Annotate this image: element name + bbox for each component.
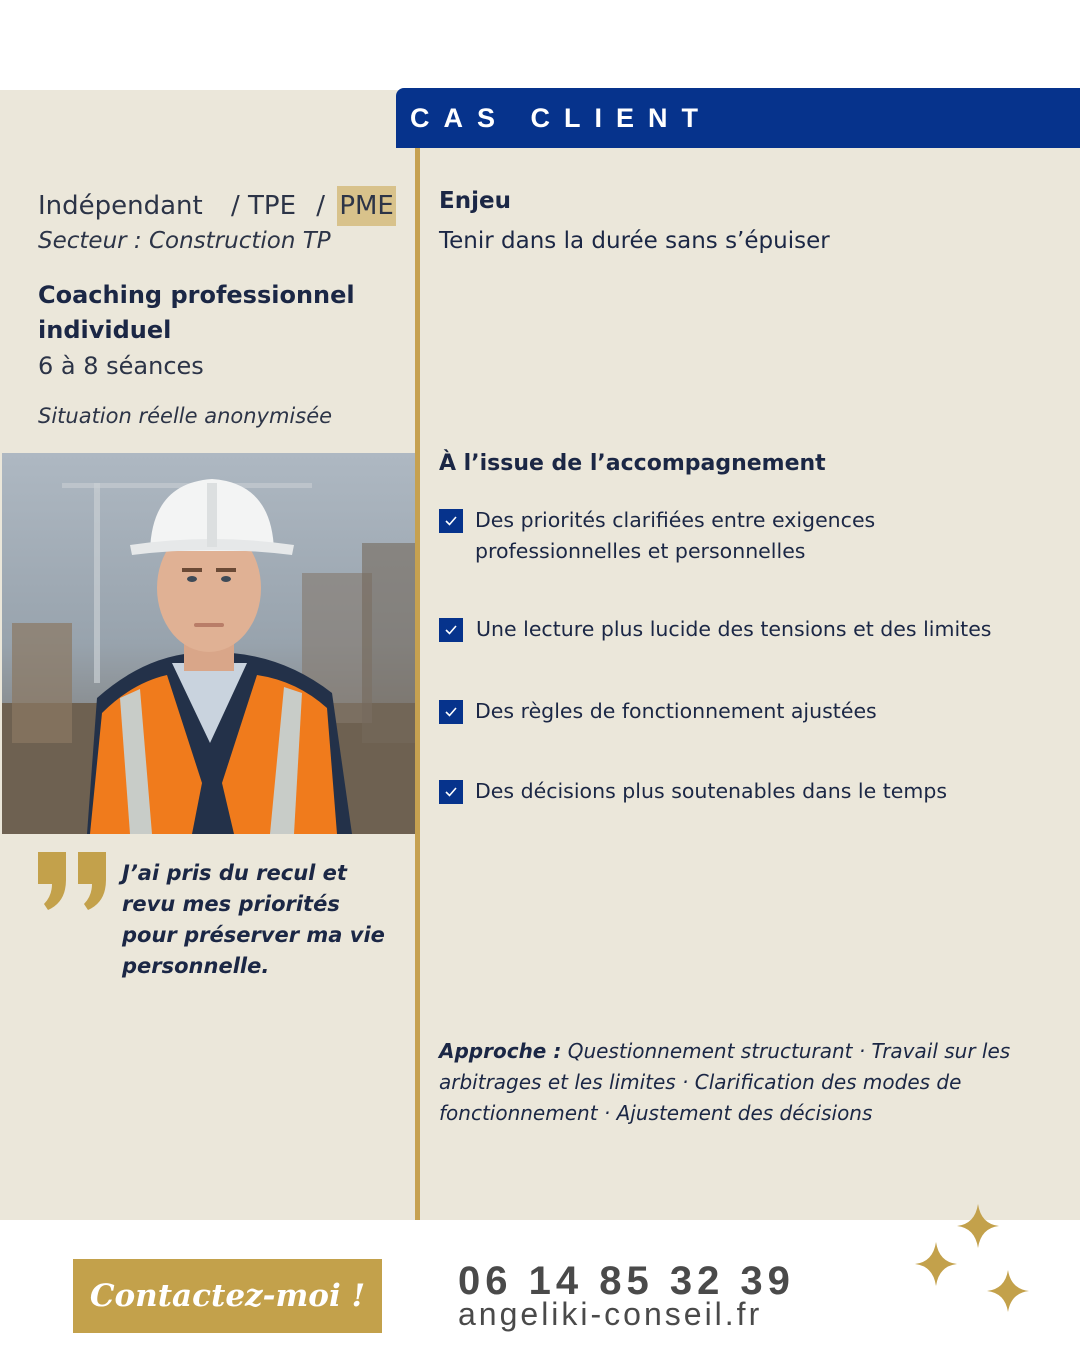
sector: Secteur : Construction TP [38,228,331,254]
results-title: À l’issue de l’accompagnement [439,451,826,476]
enjeu-text: Tenir dans la durée sans s’épuiser [439,228,830,254]
client-photo [2,453,415,834]
sparkle-icon [905,1200,1035,1324]
service-title: Coaching professionnel individuel [38,281,355,344]
checkbox-icon [439,509,463,533]
result-item [439,776,1035,807]
approach-details: Questionnement structurant · Travail sur les arbitrages et les limites · Clarification des modes de fonctionnement · Ajustement des décisions [439,1039,1011,1125]
checkbox-icon [439,780,463,804]
client-categories [38,186,396,226]
checkbox-icon [439,618,463,642]
website-link[interactable]: angeliki-conseil.fr [458,1296,763,1332]
testimonial-quote: J’ai pris du recul et revu mes priorités pour préserver ma vie personnelle. [122,861,385,978]
category-pme: PME [337,186,396,226]
result-text: Des priorités clarifiées entre exigences professionnelles et personnelles [475,508,876,563]
quote-mark-icon [36,850,110,916]
category-tpe: / TPE [231,191,297,221]
phone-number[interactable]: 06 14 85 32 39 [458,1259,795,1303]
result-text: Une lecture plus lucide des tensions et des limites [476,617,992,641]
sessions-count: 6 à 8 séances [38,352,204,380]
checkbox-icon [439,700,463,724]
result-item [439,505,915,567]
enjeu-title: Enjeu [439,188,511,214]
contact-button[interactable]: Contactez-moi ! [73,1259,382,1333]
result-text: Des règles de fonctionnement ajustées [475,699,877,723]
situation-note: Situation réelle anonymisée [38,404,333,428]
result-text: Des décisions plus soutenables dans le temps [475,779,948,803]
result-item [439,696,1035,727]
approach-text [439,1036,1039,1129]
category-separator: / [316,191,326,221]
result-item [439,614,1036,645]
header-title: CAS CLIENT [410,103,712,133]
category-independant: Indépendant [38,191,203,221]
gold-divider [415,148,420,1220]
approach-label: Approche : [439,1039,562,1063]
